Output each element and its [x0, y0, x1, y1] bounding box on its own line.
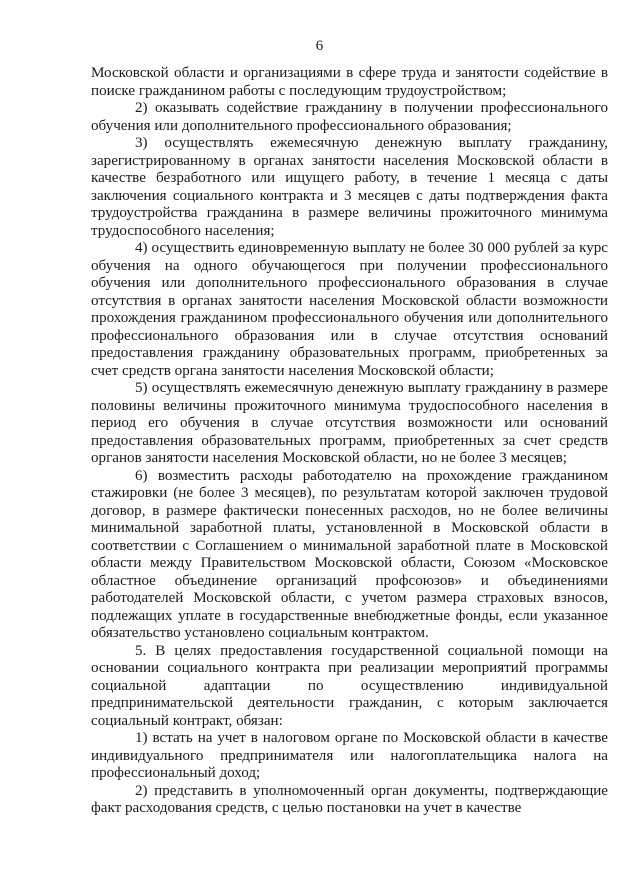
paragraph: 1) встать на учет в налоговом органе по Московской области в качестве индивидуального предпринимателя или налогоплательщика налога на профессиональный доход; [91, 730, 608, 781]
page-number: 6 [315, 38, 324, 54]
paragraph: 2) представить в уполномоченный орган документы, подтверждающие факт расходования средств, с целью постановки на учет в качестве [91, 782, 608, 816]
paragraph: 2) оказывать содействие гражданину в получении профессионального обучения или дополнительного профессионального образования; [91, 100, 608, 134]
paragraph: 6) возместить расходы работодателю на прохождение гражданином стажировки (не более 3 месяцев), по результатам которой заключен трудовой договор, в размере фактически понесенных расходов, но не более величины минимальной заработной платы, установленной в Московской области в соответствии с Соглашением о минимальной заработной плате в Московской области между Правительством Московской области, Союзом «Московское областное объединение организаций профсоюзов» и объединениями работодателей Московской области, с учетом размера страховых взносов, подлежащих уплате в государственные внебюджетные фонды, если указанное обязательство установлено социальным контрактом. [91, 467, 608, 641]
paragraph: 3) осуществлять ежемесячную денежную выплату гражданину, зарегистрированному в органах занятости населения Московской области в качестве безработного или ищущего работу, в течение 1 месяца с даты заключения социального контракта и 3 месяцев с даты подтверждения факта трудоустройства гражданина в размере величины прожиточного минимума трудоспособного населения; [91, 135, 608, 239]
paragraph: 5) осуществлять ежемесячную денежную выплату гражданину в размере половины величины прожиточного минимума трудоспособного населения в период его обучения в случае отсутствия возможности или оснований предоставления образовательных программ, приобретенных за счет средств органов занятости населения Московской области, но не более 3 месяцев; [91, 380, 608, 466]
paragraph: Московской области и организациями в сфере труда и занятости содействие в поиске гражданином работы с последующим трудоустройством; [91, 65, 608, 99]
paragraph: 5. В целях предоставления государственной социальной помощи на основании социального контракта при реализации мероприятий программы социальной адаптации по осуществлению индивидуальной предпринимательской деятельности гражданин, с которым заключается социальный контракт, обязан: [91, 642, 608, 729]
paragraph: 4) осуществить единовременную выплату не более 30 000 рублей за курс обучения на одного обучающегося при получении профессионального обучения или дополнительного профессионального образования в случае отсутствия в органах занятости населения Московской области возможности прохождения гражданином профессионального обучения или дополнительного профессионального образования или в случае отсутствия оснований предоставления гражданину образовательных программ, приобретенных за счет средств органа занятости населения Московской области; [91, 240, 608, 379]
document-body [91, 65, 608, 818]
